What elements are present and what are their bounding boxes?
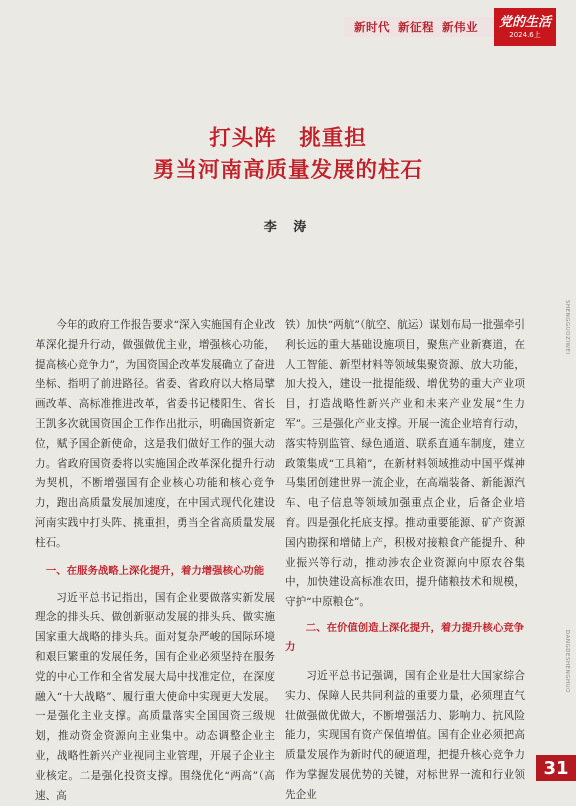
issue-number: 2024.6上 [509, 30, 541, 39]
side-running-text-2: DANGDESHENGHUO [564, 630, 570, 693]
paragraph-intro: 今年的政府工作报告要求“深入实施国有企业改革深化提升行动，做强做优主业，增强核心功能，提高核心竞争力”，为国资国企改革发展确立了奋进坐标、指明了前进路径。省委、省政府以大格局擘画改革、高标准推进改革，省委书记楼阳生、省长王凯多次就国资国企工作作出批示，明确国资新定位，赋予国企新使命，这是我们做好工作的强大动力。省政府国资委将以实施国企改革深化提升行动为契机，不断增强国有企业核心功能和核心竞争力，跑出高质量发展加速度，在中国式现代化建设河南实践中打头阵、挑重担，勇当全省高质量发展柱石。 [35, 319, 275, 549]
right-column [285, 316, 525, 806]
article-title-line-2: 勇当河南高质量发展的柱石 [152, 158, 423, 183]
section-heading-1: 一、在服务战略上深化提升，着力增强核心功能 [45, 564, 265, 577]
left-column [35, 316, 275, 806]
paragraph-section-1-cont: 铁）加快“两航”（航空、航运）谋划布局一批强牵引利长远的重大基础设施项目，聚焦产业新赛道，在人工智能、新型材料等领域集聚资源、放大功能，加大投入，建设一批提能级、增优势的重大产业项目，打造战略性新兴产业和未来产业发展“生力军”。三是强化产业支撑。开展一流企业培育行动，落实特别监管、绿色通道、联系直通车制度，建立政策集成“工具箱”，在新材料领域推动中国平煤神马集团创建世界一流企业，在高端装备、新能源汽车、电子信息等领域加强重点企业，后备企业培育。四是强化托底支撑。推动重要能源、矿产资源国内勘探和增储上产，积极对接粮食产能提升、种业振兴等行动，推动涉农企业资源向中原农谷集中，加快建设高标准农田，提升储粮技术和规模，守护“中原粮仓”。 [285, 319, 525, 609]
slogan-tag [344, 17, 494, 37]
logo-name: 党的生活 [498, 14, 551, 30]
page-header [344, 8, 556, 46]
magazine-logo [494, 8, 556, 46]
article-title-line-1: 打头阵 挑重担 [209, 126, 367, 151]
article-author: 李 涛 [263, 220, 313, 235]
slogan-1: 新时代 [354, 20, 390, 34]
page-number: 31 [536, 755, 576, 781]
slogan-3: 新伟业 [442, 20, 478, 34]
side-running-text-1: SHENGGUOZIWEI [564, 300, 570, 355]
section-heading-2: 二、在价值创造上深化提升，着力提升核心竞争力 [285, 621, 524, 653]
slogan-2: 新征程 [398, 20, 434, 34]
paragraph-section-2: 习近平总书记强调，国有企业是壮大国家综合实力、保障人民共同利益的重要力量，必须理直气壮做强做优做大，不断增强活力、影响力、抗风险能力，实现国有资产保值增值。国有企业必须把高质量发展作为新时代的硬道理，把提升核心竞争力作为掌握发展优势的关键，对标世界一流和行业领先企业 [285, 669, 525, 801]
paragraph-section-1: 习近平总书记指出，国有企业要做落实新发展理念的排头兵、做创新驱动发展的排头兵、做实施国家重大战略的排头兵。面对复杂严峻的国际环境和艰巨繁重的发展任务，国有企业必须坚持在服务党的中心工作和全省发展大局中找准定位，在深度融入“十大战略”、履行重大使命中实现更大发展。一是强化主业支撑。高质量落实全国国资三级规划，推动资金资源向主业集中。动态调整企业主业，战略性新兴产业视同主业管理，开展子企业主业核定。二是强化投资支撑。围绕优化“两高”（高速、高 [35, 591, 275, 802]
